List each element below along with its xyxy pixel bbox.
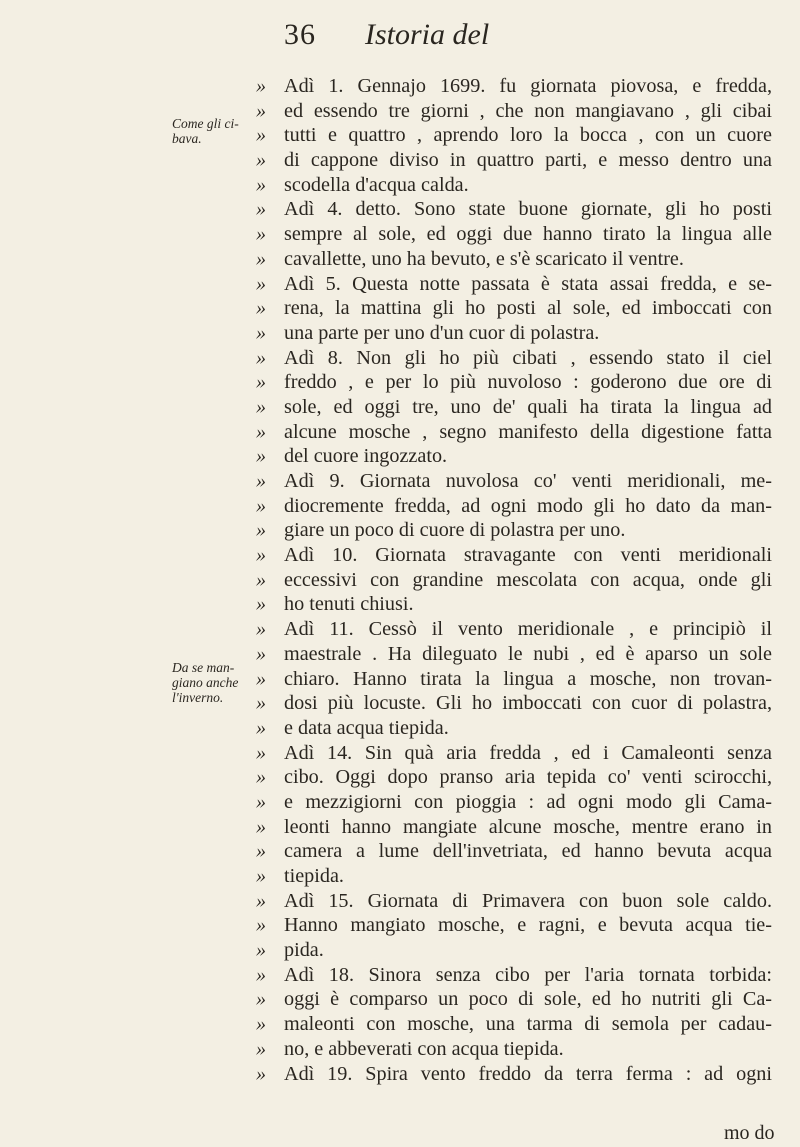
- text-line: [256, 148, 776, 173]
- line-text: Adì 14. Sin quà aria fredda , ed i Camaleonti senza: [284, 741, 772, 764]
- line-text: Adì 19. Spira vento freddo da terra ferma : ad ogni: [284, 1062, 772, 1085]
- text-line: [256, 913, 776, 938]
- line-text: camera a lume dell'invetriata, ed hanno bevuta acqua: [284, 840, 772, 863]
- line-text: no, e abbeverati con acqua tiepida.: [284, 1037, 564, 1060]
- quote-mark: »: [256, 124, 266, 147]
- text-line: [256, 667, 776, 692]
- quote-mark: »: [256, 865, 266, 887]
- quote-mark: »: [256, 297, 266, 320]
- text-line: [256, 1062, 776, 1087]
- text-line: [256, 741, 776, 766]
- text-line: [256, 74, 776, 99]
- quote-mark: »: [256, 692, 266, 715]
- line-text: Adì 8. Non gli ho più cibati , essendo stato il ciel: [284, 346, 772, 369]
- quote-mark: »: [256, 247, 266, 270]
- page-header: [0, 18, 800, 62]
- line-text: chiaro. Hanno tirata la lingua a mosche, non trovan-: [284, 667, 772, 690]
- line-text: maestrale . Ha dileguato le nubi , ed è aparso un sole: [284, 642, 772, 665]
- line-text: maleonti con mosche, una tarma di semola per cadau-: [284, 1013, 772, 1036]
- quote-mark: »: [256, 99, 266, 122]
- text-line: [256, 222, 776, 247]
- quote-mark: »: [256, 815, 266, 838]
- line-text: Hanno mangiato mosche, e ragni, e bevuta acqua tie-: [284, 914, 772, 937]
- margin-note-feeding: Come gli ci- bava.: [172, 116, 239, 146]
- line-text: tutti e quattro , aprendo loro la bocca , con un cuore: [284, 124, 772, 147]
- quote-mark: »: [256, 346, 266, 369]
- quote-mark: »: [256, 223, 266, 246]
- text-line: [256, 321, 776, 346]
- quote-mark: »: [256, 914, 266, 937]
- quote-mark: »: [256, 840, 266, 863]
- quote-mark: »: [256, 272, 266, 295]
- text-line: [256, 173, 776, 198]
- line-text: Adì 5. Questa notte passata è stata assai fredda, e se-: [284, 272, 772, 295]
- page-number: 36: [284, 18, 316, 51]
- quote-mark: »: [256, 939, 266, 962]
- text-line: [256, 543, 776, 568]
- quote-mark: »: [256, 1062, 266, 1085]
- line-text: leonti hanno mangiate alcune mosche, mentre erano in: [284, 815, 772, 838]
- line-text: scodella d'acqua calda.: [284, 173, 469, 196]
- line-text: e mezzigiorni con pioggia : ad ogni modo gli Cama-: [284, 790, 772, 813]
- text-line: [256, 469, 776, 494]
- text-line: [256, 592, 776, 617]
- quote-mark: »: [256, 198, 266, 221]
- line-text: freddo , e per lo più nuvoloso : goderono due ore di: [284, 371, 772, 394]
- margin-note-winter: Da se man- giano anche l'inverno.: [172, 660, 239, 705]
- quote-mark: »: [256, 420, 266, 443]
- text-line: [256, 420, 776, 445]
- line-text: oggi è comparso un poco di sole, ed ho nutriti gli Ca-: [284, 988, 772, 1011]
- text-line: [256, 99, 776, 124]
- line-text: alcune mosche , segno manifesto della digestione fatta: [284, 420, 772, 443]
- quote-mark: »: [256, 988, 266, 1011]
- quote-mark: »: [256, 173, 266, 196]
- text-line: [256, 691, 776, 716]
- quote-mark: »: [256, 716, 266, 739]
- line-text: dosi più locuste. Gli ho imboccati con cuor di polastra,: [284, 692, 772, 715]
- quote-mark: »: [256, 321, 266, 344]
- quote-mark: »: [256, 790, 266, 813]
- line-text: Adì 9. Giornata nuvolosa co' venti meridionali, me-: [284, 470, 772, 492]
- line-text: rena, la mattina gli ho posti al sole, ed imboccati con: [284, 297, 772, 320]
- quote-mark: »: [256, 395, 266, 418]
- text-line: [256, 518, 776, 543]
- quote-mark: »: [256, 568, 266, 591]
- running-title: Istoria del: [365, 18, 490, 51]
- text-line: [256, 247, 776, 272]
- quote-mark: »: [256, 1013, 266, 1036]
- text-line: [256, 123, 776, 148]
- text-line: [256, 839, 776, 864]
- line-text: di cappone diviso in quattro parti, e messo dentro una: [284, 149, 772, 172]
- text-line: [256, 617, 776, 642]
- line-text: tiepida.: [284, 865, 344, 887]
- quote-mark: »: [256, 149, 266, 172]
- line-text: Adì 18. Sinora senza cibo per l'aria tornata torbida:: [284, 963, 772, 986]
- quote-mark: »: [256, 470, 266, 492]
- line-text: sempre al sole, ed oggi due hanno tirato la lingua alle: [284, 223, 772, 246]
- text-line: [256, 1012, 776, 1037]
- text-line: [256, 889, 776, 914]
- quote-mark: »: [256, 618, 266, 641]
- line-text: Adì 1. Gennajo 1699. fu giornata piovosa, e fredda,: [284, 75, 772, 97]
- quote-mark: »: [256, 741, 266, 764]
- text-line: [256, 987, 776, 1012]
- line-text: ed essendo tre giorni , che non mangiavano , gli cibai: [284, 99, 772, 122]
- line-text: sole, ed oggi tre, uno de' quali ha tirata la lingua ad: [284, 395, 772, 418]
- quote-mark: »: [256, 75, 266, 97]
- quote-mark: »: [256, 494, 266, 517]
- line-text: Adì 4. detto. Sono state buone giornate, gli ho posti: [284, 198, 772, 221]
- line-text: del cuore ingozzato.: [284, 445, 448, 468]
- line-text: pida.: [284, 939, 324, 962]
- quote-mark: »: [256, 889, 266, 912]
- text-line: [256, 272, 776, 297]
- line-text: cavallette, uno ha bevuto, e s'è scaricato il ventre.: [284, 247, 684, 270]
- quote-mark: »: [256, 667, 266, 690]
- text-line: [256, 370, 776, 395]
- line-text: ho tenuti chiusi.: [284, 593, 414, 616]
- text-line: [256, 1037, 776, 1062]
- line-text: e data acqua tiepida.: [284, 716, 449, 739]
- quote-mark: »: [256, 544, 266, 567]
- quote-mark: »: [256, 963, 266, 986]
- text-line: [256, 790, 776, 815]
- quote-mark: »: [256, 371, 266, 394]
- text-line: [256, 568, 776, 593]
- quote-mark: »: [256, 519, 266, 542]
- line-text: Adì 11. Cessò il vento meridionale , e principiò il: [284, 618, 772, 641]
- text-line: [256, 444, 776, 469]
- text-line: [256, 642, 776, 667]
- quote-mark: »: [256, 1037, 266, 1060]
- text-line: [256, 494, 776, 519]
- text-line: [256, 716, 776, 741]
- catchword: mo do: [724, 1122, 775, 1144]
- line-text: una parte per uno d'un cuor di polastra.: [284, 321, 600, 344]
- quote-mark: »: [256, 766, 266, 789]
- line-text: cibo. Oggi dopo pranso aria tepida co' venti scirocchi,: [284, 766, 772, 789]
- text-line: [256, 864, 776, 889]
- text-line: [256, 765, 776, 790]
- quote-mark: »: [256, 593, 266, 616]
- quote-mark: »: [256, 642, 266, 665]
- quote-mark: »: [256, 445, 266, 468]
- text-line: [256, 395, 776, 420]
- text-line: [256, 815, 776, 840]
- text-line: [256, 296, 776, 321]
- line-text: Adì 10. Giornata stravagante con venti meridionali: [284, 544, 772, 567]
- text-line: [256, 963, 776, 988]
- text-line: [256, 197, 776, 222]
- line-text: Adì 15. Giornata di Primavera con buon sole caldo.: [284, 889, 772, 912]
- main-text-block: [256, 74, 776, 1086]
- line-text: eccessivi con grandine mescolata con acqua, onde gli: [284, 568, 772, 591]
- text-line: [256, 938, 776, 963]
- line-text: giare un poco di cuore di polastra per uno.: [284, 519, 626, 542]
- text-line: [256, 346, 776, 371]
- line-text: diocremente fredda, ad ogni modo gli ho dato da man-: [284, 494, 772, 517]
